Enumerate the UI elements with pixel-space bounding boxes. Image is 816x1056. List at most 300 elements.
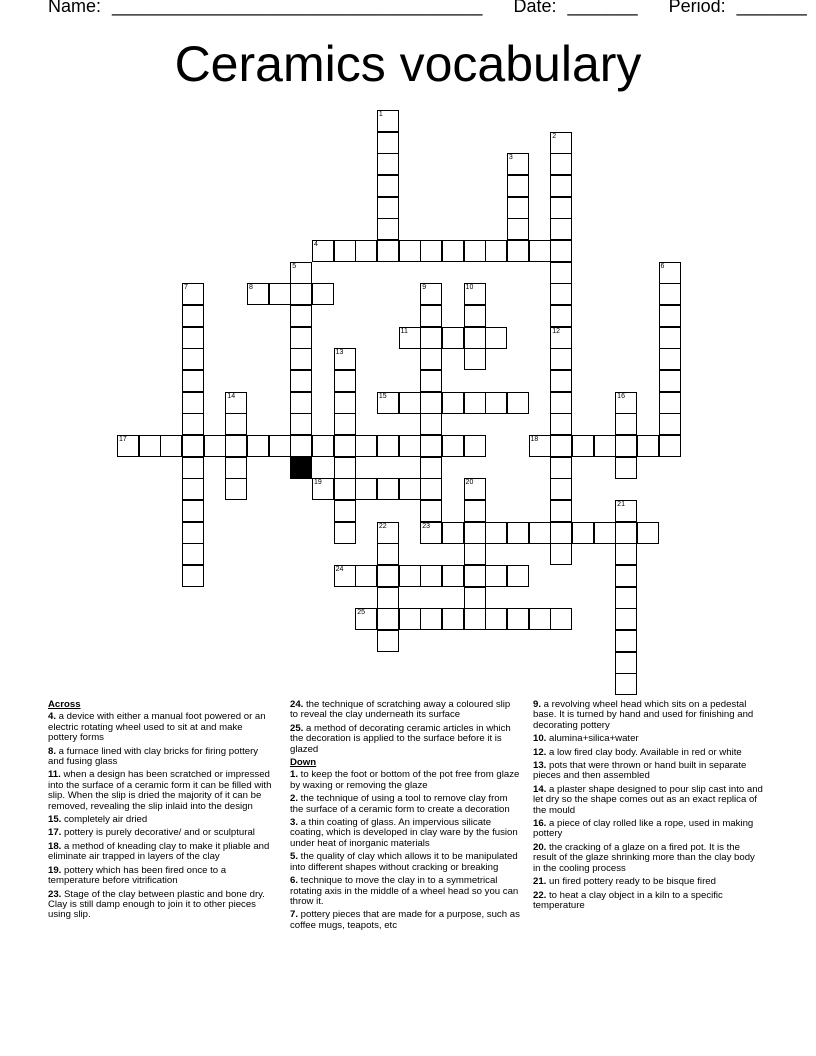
crossword-cell[interactable]	[334, 413, 356, 435]
clue-text: completely air dried	[61, 814, 148, 826]
crossword-cell[interactable]	[464, 522, 486, 544]
down-clue-list-continued	[533, 700, 763, 911]
crossword-cell[interactable]	[550, 457, 572, 479]
down-clue	[533, 734, 763, 744]
down-clue	[533, 819, 763, 840]
clue-number: 10	[465, 284, 474, 292]
crossword-cell[interactable]	[550, 240, 572, 262]
crossword-cell[interactable]	[572, 522, 594, 544]
across-clue-list-continued	[290, 700, 520, 755]
across-clue	[48, 890, 272, 921]
crossword-cell[interactable]	[485, 392, 507, 414]
clue-text: the cracking of a glaze on a fired pot. It is the result of the glaze shrinking more than the clay body in the cooling process	[533, 841, 755, 874]
crossword-cell[interactable]	[290, 435, 312, 457]
clue-number: 4	[313, 240, 318, 248]
crossword-cell[interactable]	[507, 197, 529, 219]
crossword-cell[interactable]	[334, 457, 356, 479]
crossword-cell[interactable]	[377, 543, 399, 565]
crossword-cell[interactable]	[334, 348, 356, 370]
clues-column-2	[290, 700, 520, 934]
crossword-cell[interactable]	[290, 283, 312, 305]
crossword-cell[interactable]	[550, 262, 572, 284]
across-clue	[48, 828, 272, 838]
clue-number: 18	[530, 435, 539, 443]
period-field[interactable]: _______	[736, 0, 807, 16]
crossword-cell[interactable]	[225, 457, 247, 479]
crossword-cell[interactable]	[464, 327, 486, 349]
clue-number-label: 11.	[48, 769, 61, 781]
clue-number: 23	[422, 522, 431, 530]
across-clue	[48, 770, 272, 812]
crossword-cell[interactable]	[550, 175, 572, 197]
crossword-cell[interactable]	[182, 305, 204, 327]
down-clue	[533, 843, 763, 874]
down-clue	[290, 852, 520, 873]
crossword-cell[interactable]	[594, 435, 616, 457]
crossword-cell[interactable]	[550, 543, 572, 565]
crossword-cell[interactable]	[550, 283, 572, 305]
crossword-cell[interactable]	[182, 327, 204, 349]
crossword-cell[interactable]	[377, 608, 399, 630]
down-heading: Down	[290, 757, 317, 769]
clue-text: a method of kneading clay to make it pliable and eliminate air trapped in layers of the clay	[48, 840, 270, 863]
clue-text: a piece of clay rolled like a rope, used in making pottery	[533, 818, 754, 840]
crossword-cell[interactable]	[659, 348, 681, 370]
crossword-cell[interactable]	[420, 608, 442, 630]
name-label: Name:	[48, 0, 102, 16]
crossword-cell[interactable]	[182, 543, 204, 565]
clue-number: 11	[400, 327, 408, 335]
crossword-cell[interactable]	[420, 565, 442, 587]
crossword-cell[interactable]	[550, 305, 572, 327]
crossword-cell[interactable]	[507, 218, 529, 240]
clue-text: a low fired clay body. Available in red or white	[546, 746, 742, 758]
crossword-cell[interactable]	[615, 522, 637, 544]
clue-number-label: 13.	[533, 760, 547, 772]
crossword-cell[interactable]	[550, 153, 572, 175]
crossword-cell[interactable]	[420, 348, 442, 370]
crossword-cell[interactable]	[507, 608, 529, 630]
crossword-cell[interactable]	[334, 522, 356, 544]
crossword-cell[interactable]	[334, 565, 356, 587]
date-field[interactable]: _______	[567, 0, 638, 16]
crossword-cell[interactable]	[399, 608, 421, 630]
crossword-cell[interactable]	[117, 435, 139, 457]
crossword-cell[interactable]	[529, 435, 551, 457]
crossword-cell[interactable]	[550, 197, 572, 219]
clue-text: to heat a clay object in a kiln to a specific temperature	[533, 889, 723, 911]
crossword-cell[interactable]	[182, 413, 204, 435]
crossword-cell[interactable]	[420, 327, 442, 349]
clue-number-label: 17.	[48, 827, 62, 839]
crossword-cell[interactable]	[420, 240, 442, 262]
clue-number-label: 15.	[48, 814, 62, 826]
clue-number: 19	[313, 479, 322, 487]
crossword-cell[interactable]	[377, 565, 399, 587]
crossword-cell[interactable]	[182, 478, 204, 500]
crossword-cell[interactable]	[442, 608, 464, 630]
crossword-cell[interactable]	[464, 478, 486, 500]
crossword-cell[interactable]	[659, 327, 681, 349]
black-cell	[290, 457, 312, 479]
crossword-cell[interactable]	[290, 327, 312, 349]
clue-number: 14	[227, 392, 236, 400]
crossword-cell[interactable]	[182, 500, 204, 522]
crossword-cell[interactable]	[182, 522, 204, 544]
clue-text: a revolving wheel head which sits on a pedestal base. It is turned by hand and used for finishing and decorating pottery	[533, 699, 754, 731]
crossword-cell[interactable]	[334, 392, 356, 414]
across-clue	[290, 724, 520, 755]
crossword-cell[interactable]	[182, 370, 204, 392]
clue-number-label: 16.	[533, 818, 547, 830]
clue-number-label: 14.	[533, 783, 547, 795]
clue-number-label: 18.	[48, 840, 62, 852]
crossword-cell[interactable]	[464, 587, 486, 609]
crossword-cell[interactable]	[334, 478, 356, 500]
clue-text: the technique of using a tool to remove clay from the surface of a ceramic form to create a decoration	[290, 793, 510, 815]
crossword-cell[interactable]	[529, 240, 551, 262]
crossword-cell[interactable]	[659, 262, 681, 284]
clue-text: the quality of clay which allows it to be manipulated into different shapes without cracking or breaking	[290, 851, 518, 873]
down-clue	[533, 891, 763, 912]
crossword-cell[interactable]	[464, 283, 486, 305]
crossword-cell[interactable]	[355, 608, 377, 630]
crossword-cell[interactable]	[355, 565, 377, 587]
across-clue	[48, 842, 272, 863]
crossword-cell[interactable]	[550, 327, 572, 349]
crossword-cell[interactable]	[550, 348, 572, 370]
crossword-cell[interactable]	[507, 175, 529, 197]
clue-number-label: 6.	[290, 875, 299, 887]
crossword-cell[interactable]	[485, 522, 507, 544]
clue-text: pots that were thrown or hand built in separate pieces and then assembled	[533, 760, 747, 782]
crossword-cell[interactable]	[507, 153, 529, 175]
crossword-cell[interactable]	[312, 435, 334, 457]
crossword-cell[interactable]	[399, 327, 421, 349]
crossword-cell[interactable]	[442, 240, 464, 262]
down-clue	[533, 877, 763, 887]
clue-text: Stage of the clay between plastic and bone dry. Clay is still damp enough to join it to other pieces using slip.	[48, 888, 265, 921]
crossword-cell[interactable]	[637, 435, 659, 457]
crossword-cell[interactable]	[290, 305, 312, 327]
crossword-cell[interactable]	[464, 543, 486, 565]
clue-number-label: 12.	[533, 746, 547, 758]
clue-number-label: 3.	[290, 817, 299, 829]
clue-number: 20	[465, 479, 474, 487]
crossword-cell[interactable]	[377, 478, 399, 500]
crossword-cell[interactable]	[377, 630, 399, 652]
across-clue	[48, 866, 272, 887]
clue-number-label: 7.	[290, 909, 299, 921]
date-label: Date:	[513, 0, 557, 16]
crossword-cell[interactable]	[377, 522, 399, 544]
crossword-cell[interactable]	[659, 370, 681, 392]
clue-number-label: 10.	[533, 733, 547, 745]
crossword-cell[interactable]	[442, 565, 464, 587]
crossword-cell[interactable]	[464, 565, 486, 587]
crossword-cell[interactable]	[355, 435, 377, 457]
crossword-cell[interactable]	[420, 392, 442, 414]
down-clue	[290, 818, 520, 849]
crossword-cell[interactable]	[420, 283, 442, 305]
clue-number-label: 22.	[533, 889, 547, 901]
crossword-cell[interactable]	[507, 392, 529, 414]
clue-text: technique to move the clay in to a symmetrical rotating axis in the middle of a wheel head so you can throw it.	[290, 875, 519, 907]
crossword-cell[interactable]	[182, 457, 204, 479]
across-clue	[48, 815, 272, 825]
crossword-cell[interactable]	[615, 608, 637, 630]
crossword-cell[interactable]	[420, 500, 442, 522]
clues-column-1	[48, 700, 272, 924]
crossword-cell[interactable]	[572, 435, 594, 457]
clue-text: a furnace lined with clay bricks for firing pottery and fusing glass	[48, 745, 259, 768]
clue-number: 1	[378, 111, 383, 118]
crossword-cell[interactable]	[399, 392, 421, 414]
clue-number: 8	[248, 284, 253, 292]
crossword-cell[interactable]	[182, 565, 204, 587]
clue-number-label: 4.	[48, 711, 57, 723]
crossword-cell[interactable]	[334, 500, 356, 522]
page-title: Ceramics vocabulary	[174, 36, 642, 92]
crossword-cell[interactable]	[659, 413, 681, 435]
crossword-cell[interactable]	[290, 370, 312, 392]
crossword-cell[interactable]	[485, 608, 507, 630]
clue-number: 22	[378, 522, 387, 530]
crossword-cell[interactable]	[659, 305, 681, 327]
clue-number-label: 20.	[533, 841, 547, 853]
crossword-cell[interactable]	[269, 435, 291, 457]
clue-number: 5	[292, 262, 297, 270]
crossword-cell[interactable]	[399, 435, 421, 457]
crossword-cell[interactable]	[420, 457, 442, 479]
clue-text: pottery pieces that are made for a purpose, such as coffee mugs, teapots, etc	[290, 909, 520, 931]
crossword-cell[interactable]	[615, 630, 637, 652]
crossword-cell[interactable]	[615, 392, 637, 414]
crossword-cell[interactable]	[507, 240, 529, 262]
crossword-cell[interactable]	[225, 413, 247, 435]
clue-text: a method of decorating ceramic articles in which the decoration is applied to the surface before it is glazed	[290, 722, 511, 755]
crossword-cell[interactable]	[377, 132, 399, 154]
crossword-cell[interactable]	[507, 565, 529, 587]
crossword-cell[interactable]	[312, 478, 334, 500]
crossword-cell[interactable]	[399, 565, 421, 587]
crossword-cell[interactable]	[377, 587, 399, 609]
clue-number-label: 21.	[533, 876, 547, 888]
down-clue	[290, 770, 520, 791]
crossword-cell[interactable]	[399, 240, 421, 262]
clue-number: 9	[422, 284, 427, 292]
down-clue	[533, 761, 763, 782]
clue-text: pottery is purely decorative/ and or sculptural	[61, 827, 255, 839]
crossword-cell[interactable]	[615, 500, 637, 522]
crossword-cell[interactable]	[420, 522, 442, 544]
crossword-cell[interactable]	[464, 435, 486, 457]
clue-text: a thin coating of glass. An impervious silicate coating, which is developed in clay ware by the fusion under heat of inorganic materials	[290, 817, 518, 849]
crossword-cell[interactable]	[550, 370, 572, 392]
clue-number: 3	[508, 154, 513, 162]
clue-number-label: 1.	[290, 769, 299, 781]
name-field[interactable]: _____________________________________	[112, 0, 483, 16]
clue-number: 16	[617, 392, 625, 400]
crossword-cell[interactable]	[225, 392, 247, 414]
crossword-cell[interactable]	[485, 327, 507, 349]
clues-column-3	[533, 700, 763, 914]
crossword-cell[interactable]	[442, 327, 464, 349]
down-clue	[290, 794, 520, 815]
down-clue	[533, 748, 763, 758]
crossword-cell[interactable]	[659, 435, 681, 457]
crossword-cell[interactable]	[442, 435, 464, 457]
clue-number-label: 19.	[48, 864, 62, 876]
crossword-cell[interactable]	[355, 478, 377, 500]
crossword-cell[interactable]	[312, 283, 334, 305]
clue-number: 13	[335, 349, 344, 357]
crossword-cell[interactable]	[377, 218, 399, 240]
crossword-cell[interactable]	[182, 435, 204, 457]
crossword-cell[interactable]	[464, 500, 486, 522]
crossword-cell[interactable]	[334, 240, 356, 262]
clue-text: a plaster shape designed to pour slip cast into and let dry so the shape comes out as an exact replica of the mould	[533, 783, 763, 816]
crossword-cell[interactable]	[247, 283, 269, 305]
crossword-cell[interactable]	[594, 522, 616, 544]
crossword-cell[interactable]	[615, 543, 637, 565]
crossword-cell[interactable]	[269, 283, 291, 305]
clue-number: 7	[183, 284, 188, 292]
crossword-cell[interactable]	[420, 435, 442, 457]
down-clue	[290, 910, 520, 931]
crossword-cell[interactable]	[420, 413, 442, 435]
clue-number-label: 25.	[290, 722, 304, 734]
crossword-cell[interactable]	[615, 652, 637, 674]
clue-text: pottery which has been fired once to a temperature before vitrification	[48, 864, 227, 887]
crossword-cell[interactable]	[377, 240, 399, 262]
crossword-cell[interactable]	[464, 392, 486, 414]
across-heading: Across	[48, 699, 81, 710]
crossword-cell[interactable]	[550, 218, 572, 240]
crossword-cell[interactable]	[334, 370, 356, 392]
crossword-cell[interactable]	[550, 522, 572, 544]
crossword-cell[interactable]	[377, 153, 399, 175]
crossword-cell[interactable]	[225, 435, 247, 457]
crossword-cell[interactable]	[420, 305, 442, 327]
clue-number: 2	[552, 132, 557, 140]
crossword-cell[interactable]	[355, 240, 377, 262]
clue-text: a device with either a manual foot powered or an electric rotating wheel used to sit at and make pottery forms	[48, 711, 266, 744]
crossword-cell[interactable]	[312, 240, 334, 262]
crossword-cell[interactable]	[464, 608, 486, 630]
crossword-cell[interactable]	[615, 435, 637, 457]
crossword-cell[interactable]	[160, 435, 182, 457]
crossword-cell[interactable]	[550, 500, 572, 522]
crossword-cell[interactable]	[377, 435, 399, 457]
down-clue	[290, 876, 520, 907]
crossword-cell[interactable]	[225, 478, 247, 500]
crossword-cell[interactable]	[442, 522, 464, 544]
clue-number: 12	[552, 327, 560, 335]
clue-number-label: 24.	[290, 699, 304, 710]
crossword-cell[interactable]	[420, 370, 442, 392]
clue-number-label: 23.	[48, 888, 62, 900]
crossword-cell[interactable]	[204, 435, 226, 457]
crossword-cell[interactable]	[550, 608, 572, 630]
crossword-cell[interactable]	[182, 392, 204, 414]
clue-text: alumina+silica+water	[546, 733, 639, 745]
crossword-cell[interactable]	[290, 348, 312, 370]
crossword-cell[interactable]	[464, 240, 486, 262]
crossword-cell[interactable]	[377, 175, 399, 197]
clue-number-label: 5.	[290, 851, 299, 863]
clue-number: 25	[357, 609, 366, 617]
crossword-cell[interactable]	[550, 435, 572, 457]
across-clue	[48, 712, 272, 743]
crossword-cell[interactable]	[377, 392, 399, 414]
crossword-cell[interactable]	[550, 478, 572, 500]
clue-number-label: 2.	[290, 793, 299, 805]
crossword-cell[interactable]	[550, 392, 572, 414]
period-label: Period:	[668, 0, 726, 16]
crossword-cell[interactable]	[485, 240, 507, 262]
crossword-cell[interactable]	[615, 565, 637, 587]
crossword-cell[interactable]	[290, 392, 312, 414]
crossword-cell[interactable]	[507, 522, 529, 544]
clue-number: 15	[378, 392, 387, 400]
crossword-cell[interactable]	[420, 478, 442, 500]
crossword-cell[interactable]	[182, 348, 204, 370]
crossword-cell[interactable]	[637, 522, 659, 544]
crossword-cell[interactable]	[334, 435, 356, 457]
crossword-cell[interactable]	[615, 587, 637, 609]
clue-number: 6	[660, 262, 665, 270]
clue-number: 17	[119, 435, 127, 443]
clue-number-label: 9.	[533, 699, 542, 710]
crossword-cell[interactable]	[290, 262, 312, 284]
crossword-cell[interactable]	[377, 197, 399, 219]
crossword-cell[interactable]	[290, 413, 312, 435]
crossword-cell[interactable]	[550, 413, 572, 435]
across-clue	[290, 700, 520, 721]
crossword-cell[interactable]	[659, 392, 681, 414]
crossword-cell[interactable]	[529, 608, 551, 630]
crossword-cell[interactable]	[550, 132, 572, 154]
crossword-cell[interactable]	[247, 435, 269, 457]
crossword-cell[interactable]	[399, 478, 421, 500]
crossword-cell[interactable]	[377, 110, 399, 132]
down-clue	[533, 785, 763, 816]
clue-text: the technique of scratching away a coloured slip to reveal the clay underneath its surface	[290, 699, 511, 721]
clue-number: 21	[617, 500, 625, 508]
crossword-cell[interactable]	[182, 283, 204, 305]
crossword-cell[interactable]	[464, 305, 486, 327]
crossword-cell[interactable]	[485, 565, 507, 587]
clue-text: un fired pottery ready to be bisque fired	[546, 876, 716, 888]
crossword-cell[interactable]	[442, 392, 464, 414]
crossword-cell[interactable]	[615, 413, 637, 435]
crossword-cell[interactable]	[659, 283, 681, 305]
across-clue-list	[48, 712, 272, 920]
down-clue-list	[290, 770, 520, 931]
clue-text: to keep the foot or bottom of the pot free from glaze by waxing or removing the glaze	[290, 769, 520, 791]
crossword-cell[interactable]	[464, 348, 486, 370]
clue-text: when a design has been scratched or impressed into the surface of a ceramic form it can be filled with slip. When the slip is dried the majority of it can be removed, revealing the slip inlaid into the design	[48, 769, 272, 812]
crossword-cell[interactable]	[529, 522, 551, 544]
down-clue	[533, 700, 763, 731]
clue-number: 24	[335, 565, 344, 573]
across-clue	[48, 747, 272, 768]
crossword-cell[interactable]	[139, 435, 161, 457]
clue-number-label: 8.	[48, 745, 57, 757]
crossword-cell[interactable]	[615, 673, 637, 695]
crossword-cell[interactable]	[615, 457, 637, 479]
